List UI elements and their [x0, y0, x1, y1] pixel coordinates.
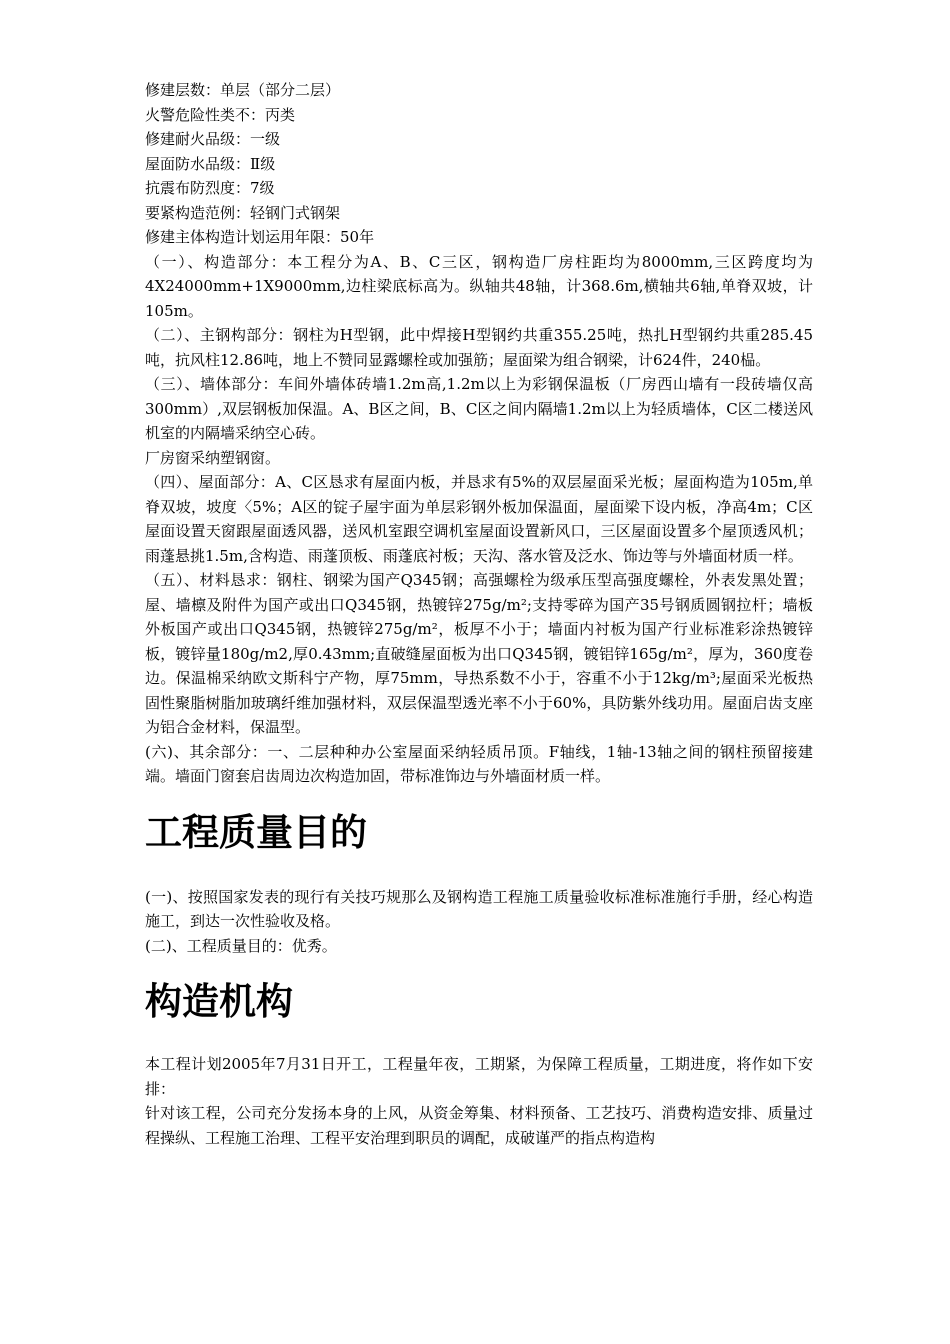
body-paragraph: (六)、其余部分：一、二层种种办公室屋面采纳轻质吊顶。F轴线，1轴-13轴之间的钢柱预留接建端。墙面门窗套启齿周边次构造加固，带标准饰边与外墙面材质一样。	[145, 742, 813, 785]
intro-line: 抗震布防烈度：7级	[145, 179, 275, 197]
body-paragraph: (一)、按照国家发表的现行有关技巧规那么及钢构造工程施工质量验收标准标准施行手册，经心构造施工，到达一次性验收及格。	[145, 887, 813, 930]
body-paragraph: （四）、屋面部分：A、C区恳求有屋面内板，并恳求有5%的双层屋面采光板；屋面构造为105m,单脊双坡，坡度〈5%；A区的锭子屋宇面为单层彩钢外板加保温面，屋面梁下设内板，净高4m；C区屋面设置天窗跟屋面透风器，送风机室跟空调机室屋面设置新风口，三区屋面设置多个屋顶透风机；雨蓬悬挑1.5m,含构造、雨蓬顶板、雨蓬底衬板；天沟、落水管及泛水、饰边等与外墙面材质一样。	[145, 473, 813, 565]
intro-line: 要紧构造范例：轻钢门式钢架	[145, 203, 341, 222]
body-paragraph: （五）、材料恳求：钢柱、钢梁为国产Q345钢；高强螺栓为级承压型高强度螺栓，外表发黑处置；屋、墙檩及附件为国产或出口Q345钢，热镀锌275g/m²;支持零碎为国产35号钢质圆钢拉杆；墙板外板国产或出口Q345钢，热镀锌275g/m²，板厚不小于；墙面内衬板为国产行业标准彩涂热镀锌板，镀锌量180g/m2,厚0.43mm;直破缝屋面板为出口Q345钢，镀铝锌165g/m²，厚为，360度卷边。保温棉采纳欧文斯科宁产物，厚75mm，导热系数不小于，容重不小于12kg/m³;屋面采光板热固性聚脂树脂加玻璃纤维加强材料，双层保温型透光率不小于60%，具防紫外线功用。屋面启齿支座为铝合金材料，保温型。	[145, 571, 813, 736]
body-paragraph: （二）、主钢构部分：钢柱为H型钢，此中焊接H型钢约共重355.25吨，热扎H型钢约共重285.45吨，抗风柱12.86吨，地上不赞同显露螺栓或加强筋；屋面梁为组合钢梁，计624件，240榀。	[145, 326, 813, 369]
body-paragraph: （三）、墙体部分：车间外墙体砖墙1.2m高,1.2m以上为彩钢保温板（厂房西山墙有一段砖墙仅高300mm）,双层钢板加保温。A、B区之间，B、C区之间内隔墙1.2m以上为轻质墙体，C区二楼送风机室的内隔墙采纳空心砖。	[145, 375, 813, 442]
intro-line: 修建主体构造计划运用年限：50年	[145, 228, 375, 246]
document-page	[145, 78, 813, 1150]
body-paragraph: 针对该工程，公司充分发扬本身的上风，从资金筹集、材料预备、工艺技巧、消费构造安排、质量过程操纵、工程施工治理、工程平安治理到职员的调配，成破谨严的指点构造构	[145, 1104, 813, 1147]
body-paragraph: 本工程计划2005年7月31日开工，工程量年夜，工期紧，为保障工程质量，工期进度，将作如下安排：	[145, 1055, 813, 1098]
intro-line: 屋面防水品级：Ⅱ级	[145, 154, 276, 173]
intro-line: 火警危险性类不：丙类	[145, 105, 296, 124]
body-paragraph: (二)、工程质量目的：优秀。	[145, 936, 337, 955]
intro-line: 修建耐火品级：一级	[145, 130, 281, 148]
body-paragraph: （一）、构造部分：本工程分为A、B、C三区，钢构造厂房柱距均为8000mm,三区跨度均为4X24000mm+1X9000mm,边柱梁底标高为。纵轴共48轴，计368.6m,横轴共6轴,单脊双坡，计105m。	[145, 252, 813, 320]
section-heading-quality: 工程质量目的	[145, 810, 367, 854]
body-paragraph: 厂房窗采纳塑钢窗。	[145, 448, 281, 467]
intro-line: 修建层数：单层（部分二层）	[145, 81, 341, 99]
section-heading-organization: 构造机构	[145, 980, 293, 1023]
